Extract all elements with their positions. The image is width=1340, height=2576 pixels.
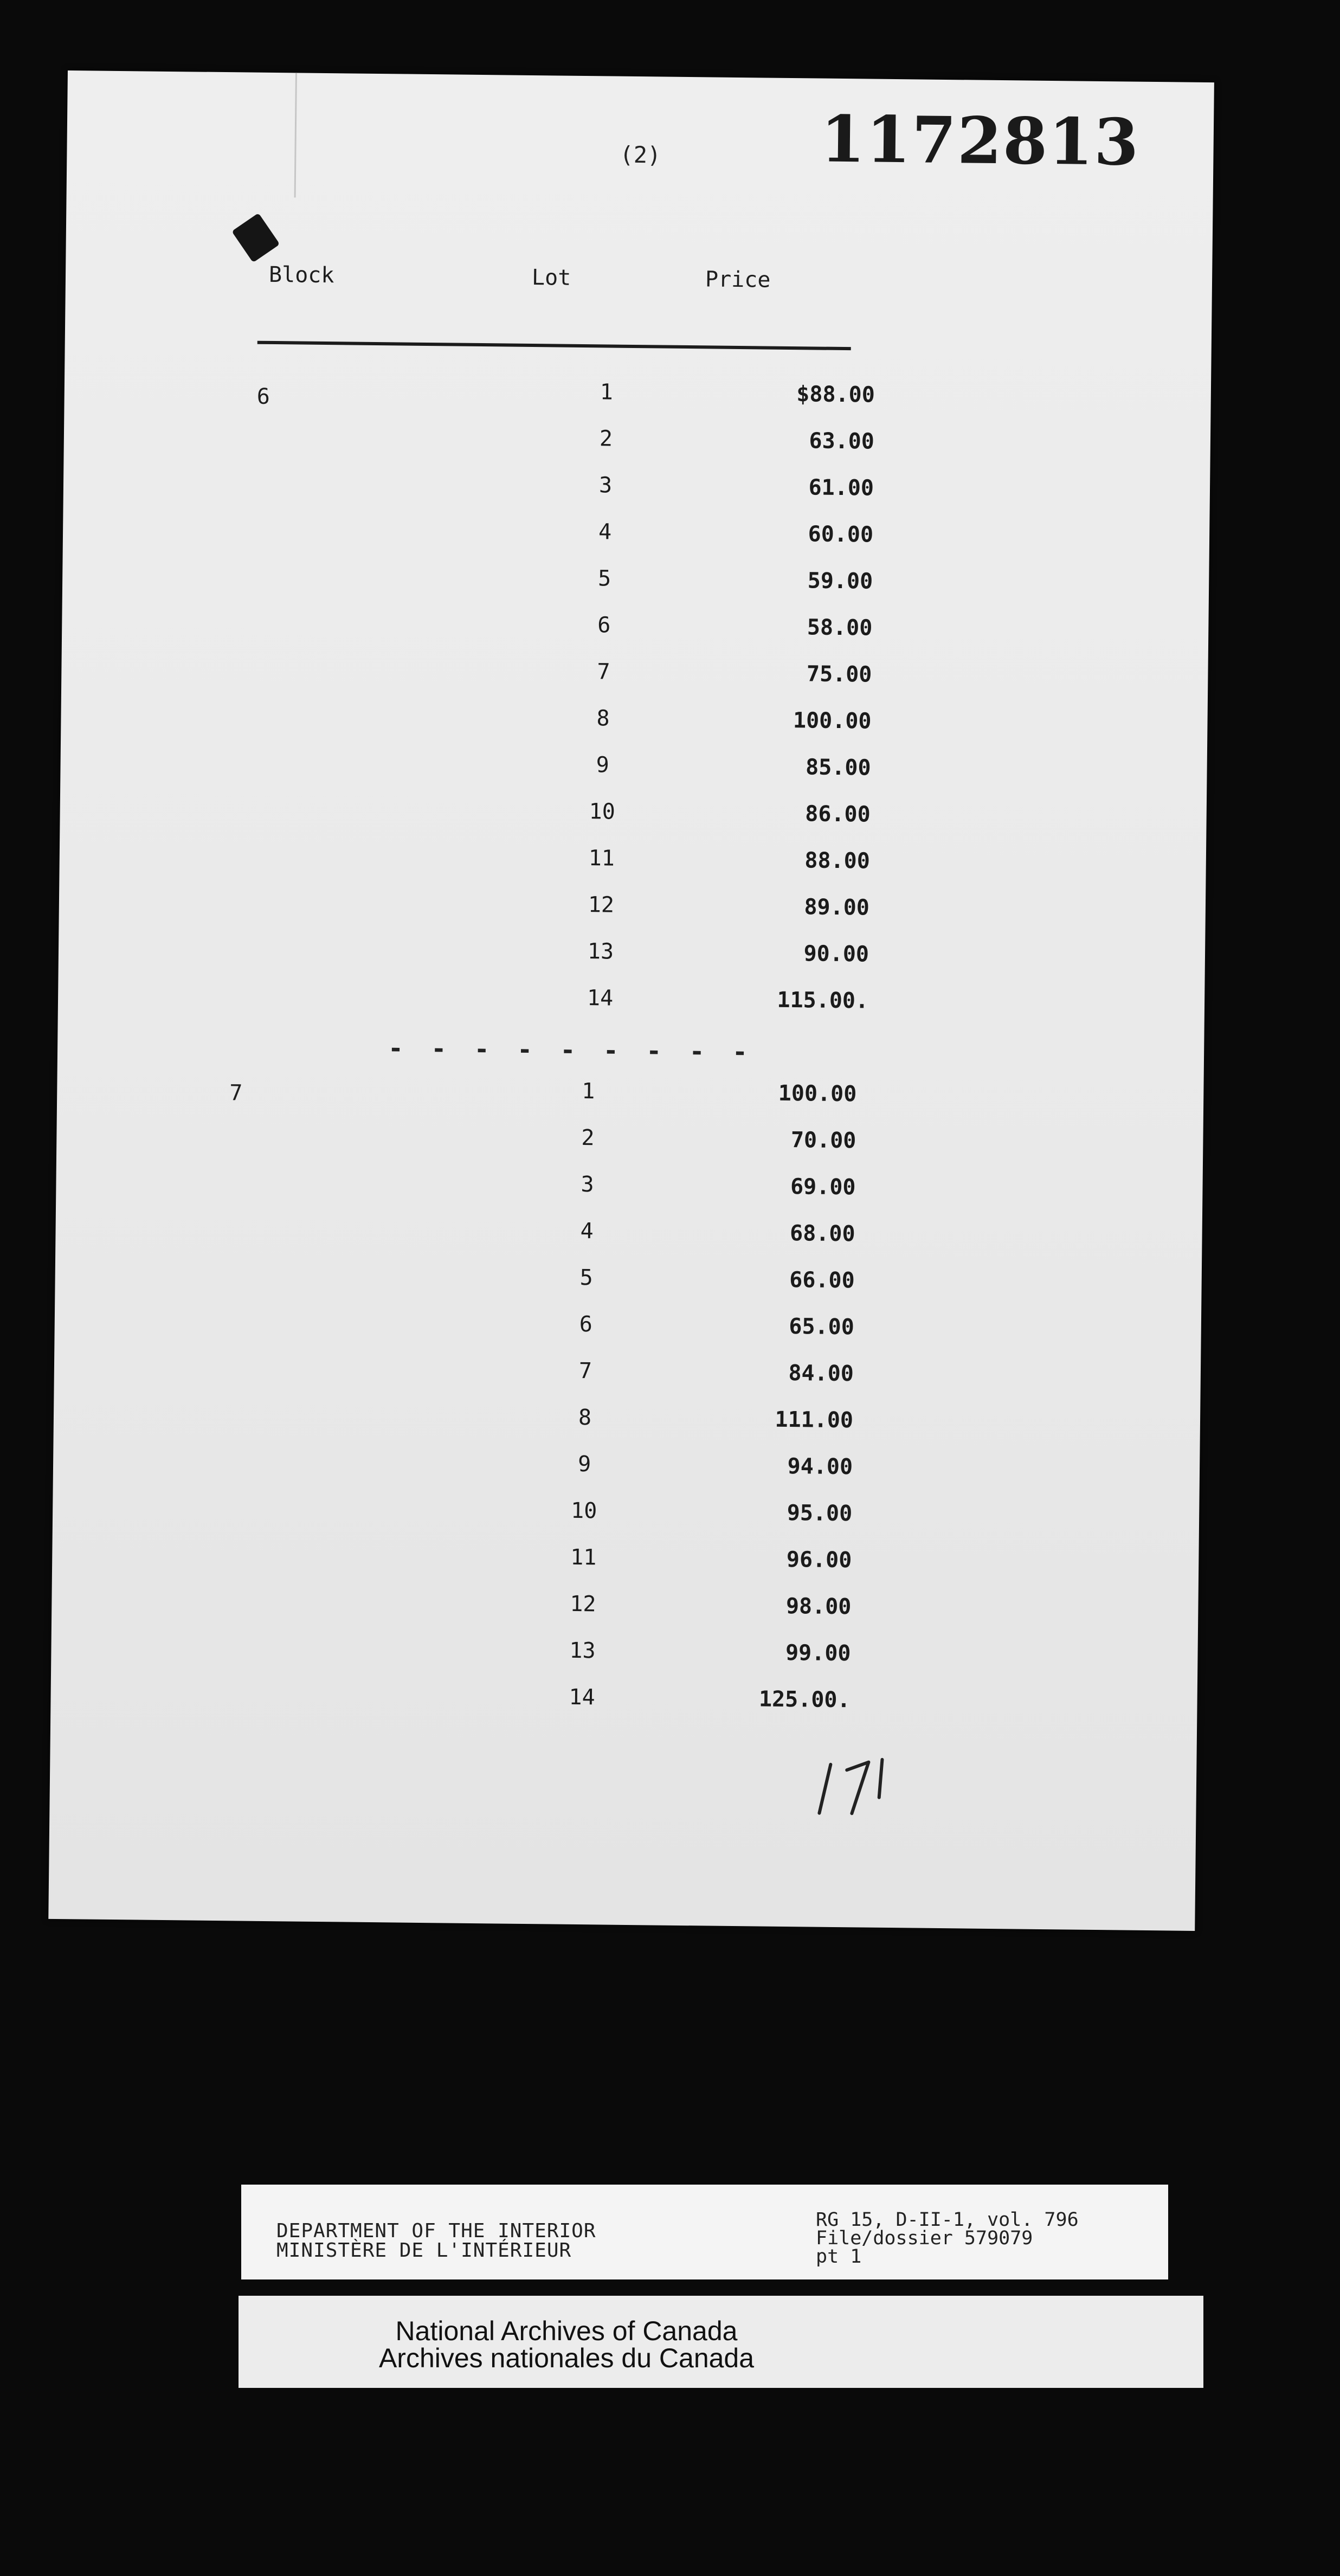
table-row bbox=[576, 939, 869, 967]
lot-price: 68.00 bbox=[789, 1221, 855, 1247]
department-name-en: DEPARTMENT OF THE INTERIOR bbox=[276, 2220, 596, 2242]
lot-price: 96.00 bbox=[786, 1547, 852, 1573]
lot-price: 59.00 bbox=[807, 568, 873, 594]
lot-price: 60.00 bbox=[808, 521, 874, 548]
department-name bbox=[276, 2221, 596, 2261]
lot-number: 13 bbox=[587, 939, 614, 964]
lot-number: 1 bbox=[582, 1079, 595, 1104]
page-number: (2) bbox=[620, 141, 661, 169]
paper-fold-line bbox=[294, 73, 297, 197]
lot-price: 95.00 bbox=[787, 1500, 853, 1527]
reference-line-2: File/dossier 579079 bbox=[816, 2227, 1033, 2249]
lot-number: 10 bbox=[570, 1498, 597, 1524]
lot-price: 125.00. bbox=[758, 1686, 851, 1713]
lot-price: 111.00 bbox=[775, 1407, 854, 1433]
lot-number: 9 bbox=[577, 1451, 591, 1477]
lot-price: 100.00 bbox=[793, 708, 872, 734]
lot-price: 100.00 bbox=[778, 1080, 857, 1107]
department-name-fr: MINISTÈRE DE L'INTÉRIEUR bbox=[276, 2239, 572, 2262]
lot-number: 11 bbox=[570, 1544, 597, 1570]
table-row bbox=[577, 799, 871, 827]
header-price: Price bbox=[705, 267, 771, 293]
file-number-stamp: 1172813 bbox=[820, 101, 1141, 180]
lot-number: 6 bbox=[579, 1312, 593, 1337]
lot-number: 7 bbox=[578, 1358, 592, 1384]
lot-price: 90.00 bbox=[803, 941, 869, 967]
archive-name-en: National Archives of Canada bbox=[395, 2316, 738, 2346]
lot-number: 12 bbox=[570, 1591, 596, 1617]
lot-number: 6 bbox=[597, 613, 611, 638]
lot-number: 12 bbox=[588, 892, 615, 918]
table-row bbox=[559, 1498, 853, 1527]
table-row bbox=[581, 473, 874, 501]
lot-price: 75.00 bbox=[806, 661, 872, 687]
lot-number: 2 bbox=[599, 426, 613, 452]
lot-number: 1 bbox=[600, 379, 614, 405]
handwritten-note-171 bbox=[808, 1726, 918, 1836]
table-row bbox=[578, 706, 872, 734]
table-row bbox=[557, 1684, 851, 1713]
header-block: Block bbox=[268, 262, 334, 288]
lot-price: $88.00 bbox=[796, 382, 875, 408]
table-row bbox=[580, 566, 873, 594]
table-row bbox=[562, 1219, 855, 1247]
lot-price: 89.00 bbox=[804, 894, 870, 920]
lot-number: 14 bbox=[569, 1684, 595, 1710]
lot-number: 2 bbox=[581, 1125, 595, 1151]
lot-price: 70.00 bbox=[790, 1128, 856, 1154]
archive-reference-label bbox=[241, 2185, 1168, 2279]
lot-number: 3 bbox=[581, 1172, 594, 1197]
table-row bbox=[563, 1125, 856, 1154]
lot-price: 115.00. bbox=[777, 987, 869, 1014]
archive-name bbox=[239, 2317, 894, 2372]
header-rule bbox=[257, 341, 851, 350]
table-row bbox=[558, 1591, 852, 1620]
lot-number: 13 bbox=[569, 1638, 596, 1664]
lot-number: 4 bbox=[580, 1219, 594, 1244]
table-row bbox=[582, 379, 875, 408]
lot-number: 3 bbox=[598, 473, 613, 498]
lot-number: 7 bbox=[597, 659, 610, 685]
lot-price: 86.00 bbox=[805, 801, 871, 827]
lot-price: 99.00 bbox=[785, 1640, 851, 1666]
archive-name-fr: Archives nationales du Canada bbox=[378, 2343, 755, 2373]
lot-price: 84.00 bbox=[788, 1361, 854, 1387]
lot-price: 65.00 bbox=[789, 1314, 855, 1340]
lot-number: 4 bbox=[598, 519, 612, 545]
reference-line-1: RG 15, D-II-1, vol. 796 bbox=[816, 2209, 1079, 2231]
lot-price: 98.00 bbox=[785, 1594, 852, 1620]
lot-price: 88.00 bbox=[804, 848, 871, 874]
reference-line-3: pt 1 bbox=[816, 2246, 862, 2268]
lot-number: 11 bbox=[588, 846, 615, 871]
block-number: 6 bbox=[256, 384, 270, 409]
lot-number: 8 bbox=[578, 1405, 592, 1431]
lot-number: 9 bbox=[596, 752, 609, 778]
table-row bbox=[579, 613, 873, 641]
lot-number: 10 bbox=[589, 799, 616, 825]
document-page bbox=[48, 70, 1214, 1931]
lot-number: 5 bbox=[579, 1265, 594, 1291]
lot-number: 14 bbox=[587, 986, 614, 1011]
table-row bbox=[561, 1358, 854, 1387]
table-row bbox=[577, 846, 871, 874]
lot-price: 66.00 bbox=[789, 1267, 855, 1293]
block-number: 7 bbox=[229, 1080, 243, 1106]
lot-price: 58.00 bbox=[807, 615, 873, 641]
staple-mark bbox=[231, 213, 280, 263]
archive-reference bbox=[816, 2211, 1079, 2266]
lot-price: 94.00 bbox=[787, 1454, 853, 1480]
lot-price: 61.00 bbox=[808, 475, 874, 501]
archive-stamp-label bbox=[239, 2296, 1203, 2388]
lot-price: 85.00 bbox=[805, 755, 871, 781]
lot-price: 63.00 bbox=[809, 428, 875, 454]
section-separator: - - - - - - - - - bbox=[388, 1033, 755, 1067]
header-lot: Lot bbox=[531, 265, 571, 291]
table-row bbox=[560, 1451, 853, 1480]
lot-number: 5 bbox=[597, 566, 611, 591]
lot-number: 8 bbox=[596, 706, 610, 731]
lot-price: 69.00 bbox=[790, 1174, 856, 1200]
